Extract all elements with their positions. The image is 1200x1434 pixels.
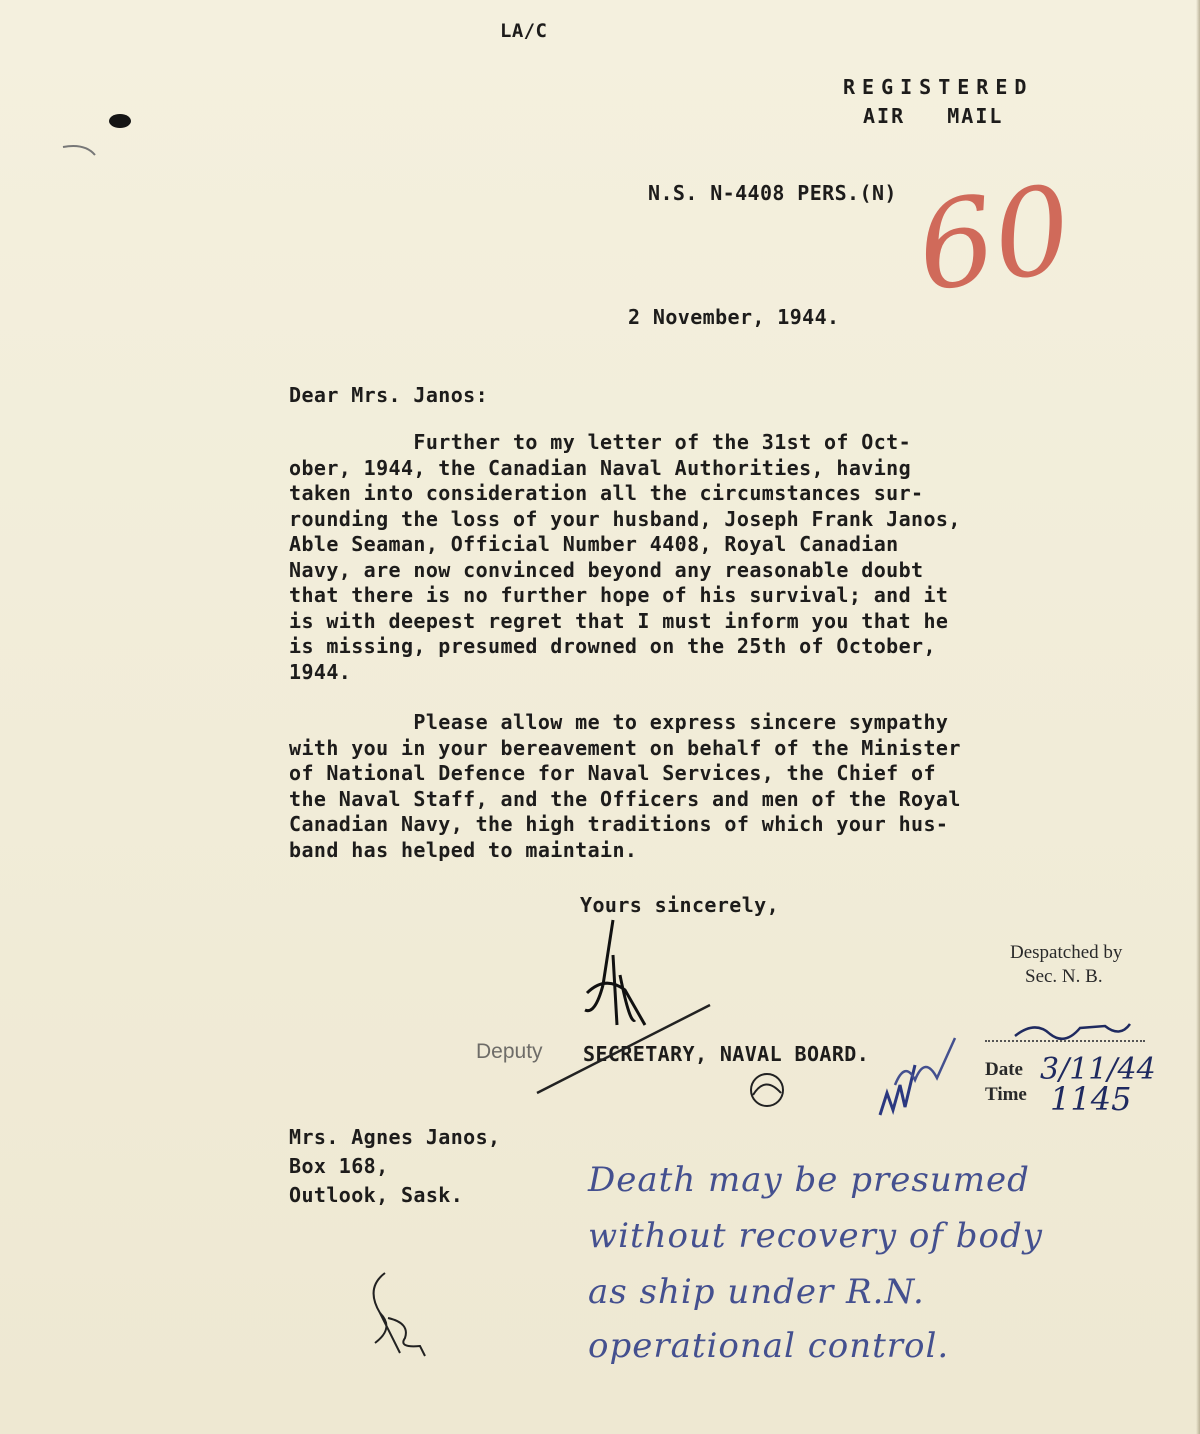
- strike-through-line: [535, 1000, 725, 1100]
- stamp-date-label: Date: [985, 1059, 1023, 1080]
- recipient-town: Outlook, Sask.: [289, 1183, 464, 1207]
- file-code: LA/C: [500, 20, 548, 42]
- deputy-stamp: Deputy: [476, 1040, 543, 1063]
- despatched-by-label: Despatched by: [1010, 942, 1123, 963]
- recipient-address: [289, 1123, 501, 1210]
- note-initials: [885, 1030, 965, 1090]
- air-mail-label: AIR MAIL: [863, 104, 1004, 128]
- letter-paragraph-2: Please allow me to express sincere sympathy with you in your bereavement on behalf of the Minister of National Defence for Naval Services, the Chief of the Naval Staff, and the Officers and men of the Royal Canadian Navy, the high traditions of which your hus- band has helped to maintain.: [289, 710, 961, 862]
- reference-number: N.S. N-4408 PERS.(N): [648, 181, 897, 205]
- handwritten-note-line-3: as ship under R.N.: [588, 1272, 925, 1312]
- stamp-initials: [1010, 1018, 1140, 1048]
- recipient-name: Mrs. Agnes Janos,: [289, 1125, 501, 1149]
- handwritten-note-line-4: operational control.: [588, 1326, 950, 1366]
- stamp-date-value: 3/11/44: [1040, 1052, 1156, 1087]
- stamp-time-label: Time: [985, 1084, 1027, 1105]
- pencil-scribble: [360, 1268, 440, 1363]
- handwritten-note-line-2: without recovery of body: [588, 1216, 1043, 1256]
- handwritten-folio: 60: [909, 160, 1080, 319]
- recipient-box: Box 168,: [289, 1154, 389, 1178]
- handwritten-note-line-1: Death may be presumed: [588, 1160, 1030, 1200]
- closing: Yours sincerely,: [580, 893, 780, 917]
- initials-mark: [745, 1065, 805, 1115]
- registered-label: REGISTERED: [843, 75, 1034, 99]
- salutation: Dear Mrs. Janos:: [289, 383, 489, 407]
- signatory-title: SECRETARY, NAVAL BOARD.: [583, 1042, 870, 1066]
- punch-hole-mark: [95, 105, 155, 175]
- letter-date: 2 November, 1944.: [628, 305, 840, 329]
- stamp-time-value: 1145: [1050, 1080, 1132, 1118]
- paper-edge: [1196, 0, 1200, 1434]
- letter-paragraph-1: Further to my letter of the 31st of Oct- ober, 1944, the Canadian Naval Authorities, having taken into consideration all the circumstances sur- rounding the loss of your husband, Joseph Frank Janos, Able Seaman, Official Number 4408, Royal Canadian Navy, are now convinced beyond any reasonable doubt that there is no further hope of his survival; and it is with deepest regret that I must inform you that he is missing, presumed drowned on the 25th of October, 1944.: [289, 430, 961, 684]
- sec-nb-label: Sec. N. B.: [1025, 966, 1103, 987]
